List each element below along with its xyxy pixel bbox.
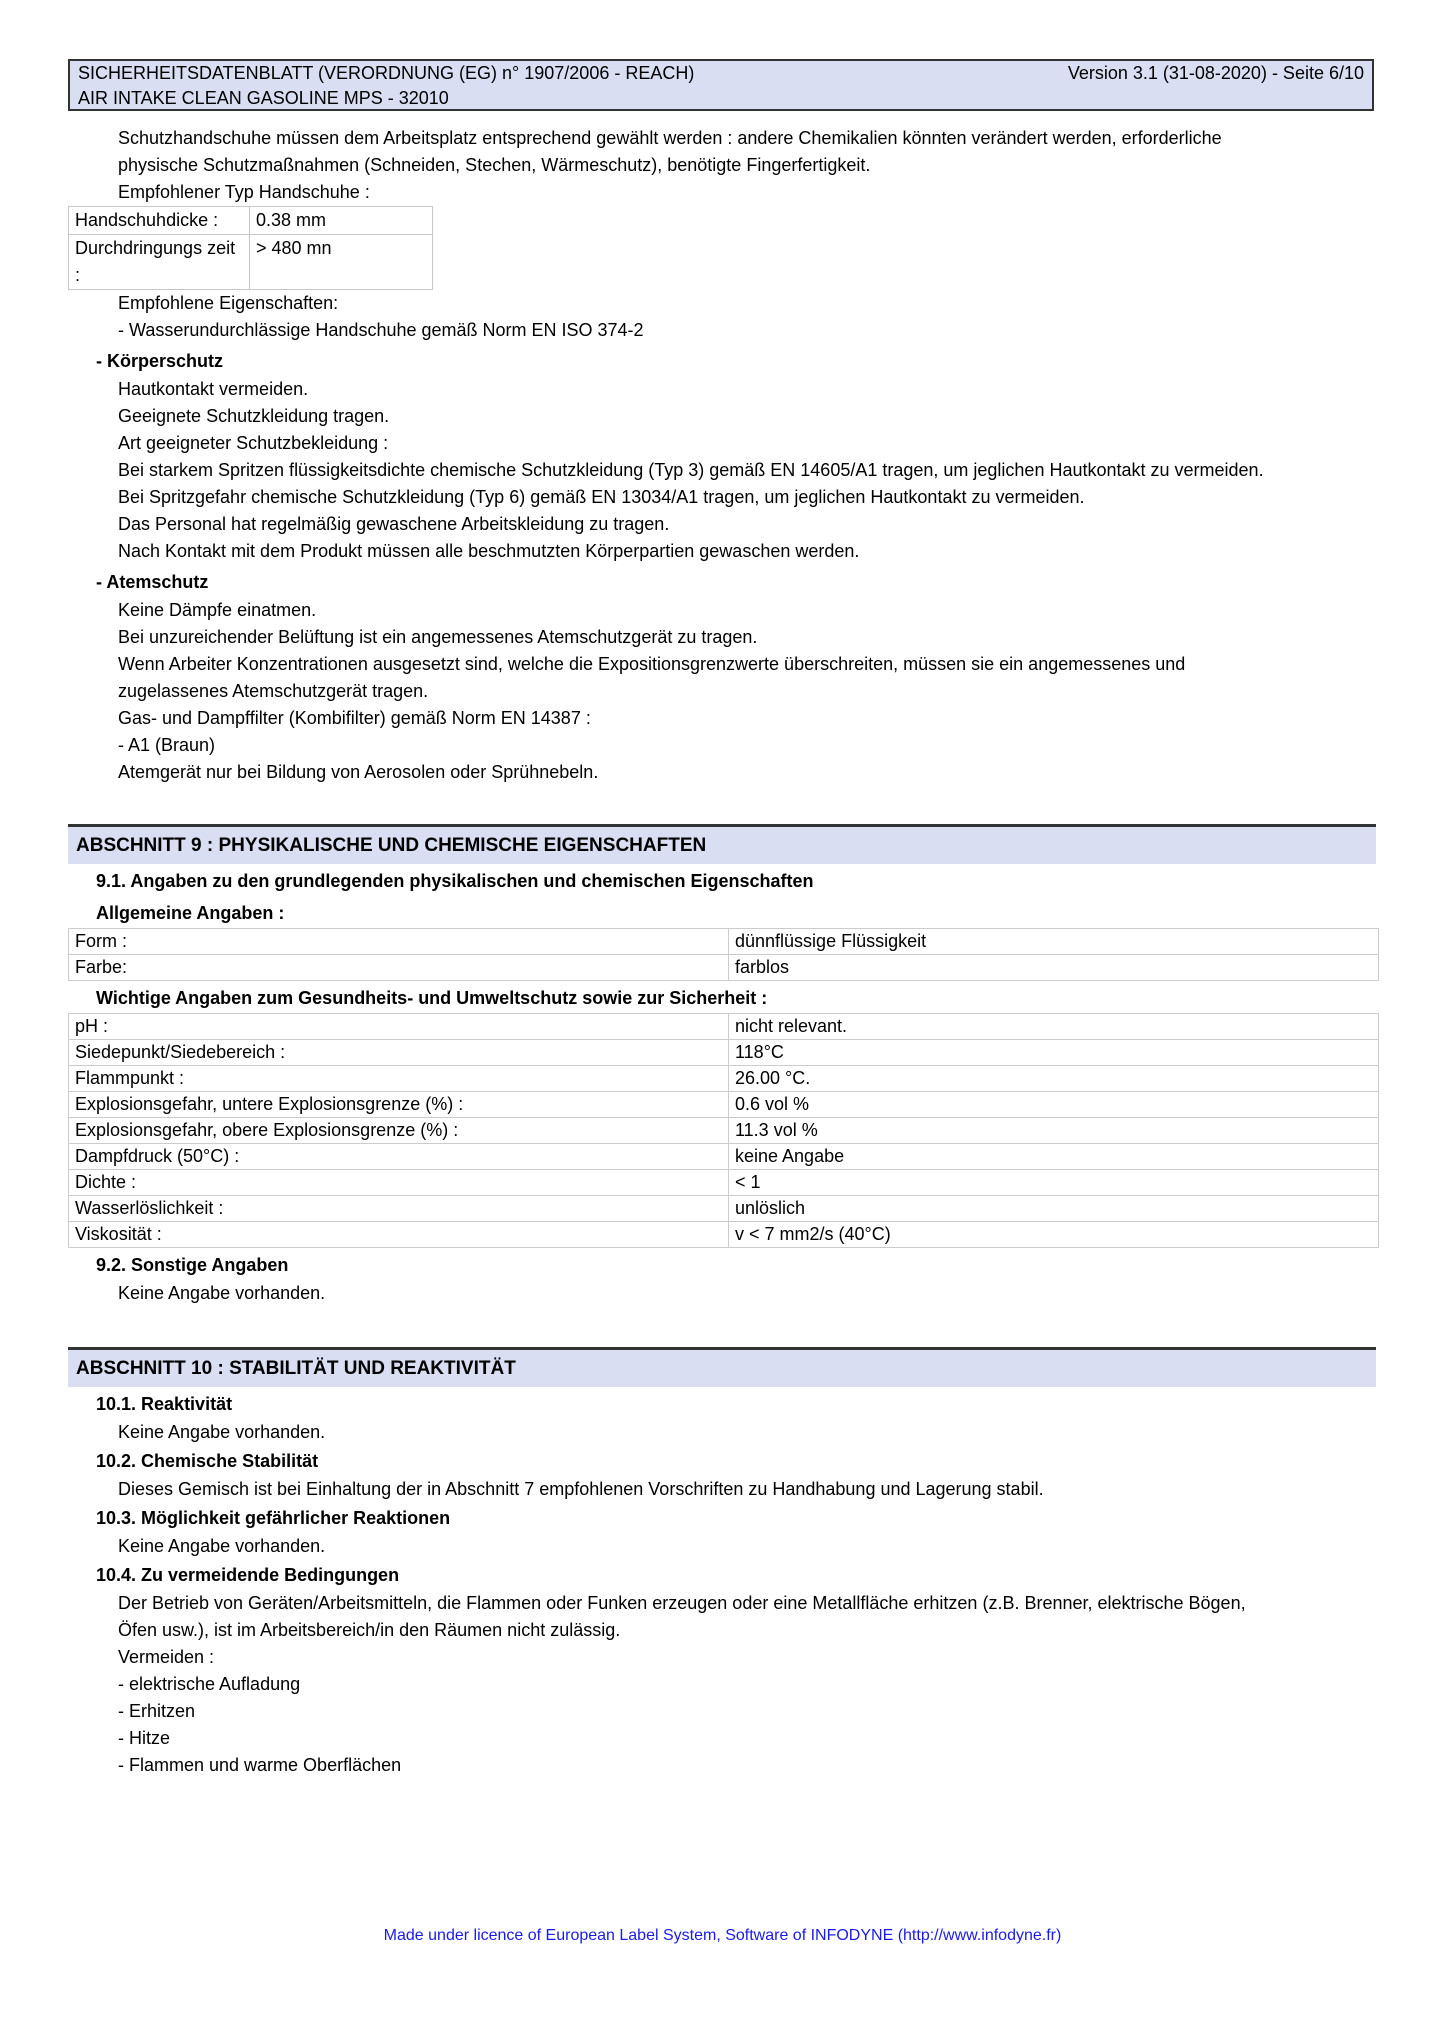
table-row: [69, 1144, 1379, 1170]
glove-after-line: - Wasserundurchlässige Handschuhe gemäß Norm EN ISO 374-2: [118, 320, 644, 340]
table-row: [69, 235, 433, 290]
respiratory-line: Bei unzureichender Belüftung ist ein angemessenes Atemschutzgerät zu tragen.: [118, 627, 758, 647]
property-key: Explosionsgefahr, obere Explosionsgrenze (%) :: [69, 1118, 729, 1144]
table-row: [69, 1196, 1379, 1222]
table-row: [69, 955, 1379, 981]
property-value: 26.00 °C.: [729, 1066, 1379, 1092]
section-9-title: ABSCHNITT 9 : PHYSIKALISCHE UND CHEMISCHE EIGENSCHAFTEN: [68, 824, 1376, 864]
property-key: Viskosität :: [69, 1222, 729, 1248]
document-header: [68, 59, 1374, 111]
property-key: Form :: [69, 929, 729, 955]
document-title: SICHERHEITSDATENBLATT (VERORDNUNG (EG) n° 1907/2006 - REACH): [78, 63, 695, 83]
section-10-title: ABSCHNITT 10 : STABILITÄT UND REAKTIVITÄT: [68, 1347, 1376, 1387]
property-value: dünnflüssige Flüssigkeit: [729, 929, 1379, 955]
section-10-4-line: Vermeiden :: [118, 1647, 215, 1667]
body-protection-heading: - Körperschutz: [96, 351, 224, 371]
table-row: [69, 1222, 1379, 1248]
section-9-1-heading: 9.1. Angaben zu den grundlegenden physikalischen und chemischen Eigenschaften: [96, 871, 814, 891]
respiratory-line: Keine Dämpfe einatmen.: [118, 600, 317, 620]
glove-value: > 480 mn: [250, 235, 433, 290]
important-properties-table: [68, 1013, 1379, 1248]
table-row: [69, 1118, 1379, 1144]
section-10-1-text: Keine Angabe vorhanden.: [118, 1422, 326, 1442]
section-9-2-heading: 9.2. Sonstige Angaben: [96, 1255, 289, 1275]
important-info-label: Wichtige Angaben zum Gesundheits- und Umweltschutz sowie zur Sicherheit :: [96, 988, 768, 1008]
table-row: [69, 1170, 1379, 1196]
table-row: [69, 1092, 1379, 1118]
version-page: Version 3.1 (31-08-2020) - Seite 6/10: [1067, 63, 1364, 83]
respiratory-line: Wenn Arbeiter Konzentrationen ausgesetzt sind, welche die Expositionsgrenzwerte überschreiten, müssen sie ein angemessenes und: [118, 654, 1186, 674]
property-key: Flammpunkt :: [69, 1066, 729, 1092]
property-value: nicht relevant.: [729, 1014, 1379, 1040]
glove-value: 0.38 mm: [250, 207, 433, 235]
section-10-4-line: - elektrische Aufladung: [118, 1674, 301, 1694]
glove-key: Handschuhdicke :: [69, 207, 250, 235]
body-protection-line: Bei starkem Spritzen flüssigkeitsdichte chemische Schutzkleidung (Typ 3) gemäß EN 14605/A1 tragen, um jeglichen Hautkontakt zu vermeiden.: [118, 460, 1264, 480]
section-10-4-heading: 10.4. Zu vermeidende Bedingungen: [96, 1565, 400, 1585]
footer-licence-link[interactable]: Made under licence of European Label System, Software of INFODYNE (http://www.infodyne.fr): [383, 1927, 1062, 1944]
body-protection-line: Hautkontakt vermeiden.: [118, 379, 309, 399]
respiratory-line: Atemgerät nur bei Bildung von Aerosolen oder Sprühnebeln.: [118, 762, 599, 782]
table-row: [69, 1014, 1379, 1040]
body-protection-line: Bei Spritzgefahr chemische Schutzkleidung (Typ 6) gemäß EN 13034/A1 tragen, um jeglichen Hautkontakt zu vermeiden.: [118, 487, 1085, 507]
glove-after-line: Empfohlene Eigenschaften:: [118, 293, 339, 313]
section-10-4-line: Öfen usw.), ist im Arbeitsbereich/in den Räumen nicht zulässig.: [118, 1620, 621, 1640]
section-10-4-line: - Flammen und warme Oberflächen: [118, 1755, 402, 1775]
glove-intro-line: Empfohlener Typ Handschuhe :: [118, 182, 370, 202]
property-value: 0.6 vol %: [729, 1092, 1379, 1118]
body-protection-line: Art geeigneter Schutzbekleidung :: [118, 433, 389, 453]
property-key: Wasserlöslichkeit :: [69, 1196, 729, 1222]
general-info-label: Allgemeine Angaben :: [96, 903, 285, 923]
property-value: unlöslich: [729, 1196, 1379, 1222]
general-properties-table: [68, 928, 1379, 981]
section-10-3-heading: 10.3. Möglichkeit gefährlicher Reaktionen: [96, 1508, 451, 1528]
property-key: Farbe:: [69, 955, 729, 981]
property-key: Explosionsgefahr, untere Explosionsgrenze (%) :: [69, 1092, 729, 1118]
section-10-2-heading: 10.2. Chemische Stabilität: [96, 1451, 319, 1471]
respiratory-heading: - Atemschutz: [96, 572, 209, 592]
property-value: farblos: [729, 955, 1379, 981]
section-10-3-text: Keine Angabe vorhanden.: [118, 1536, 326, 1556]
property-value: < 1: [729, 1170, 1379, 1196]
respiratory-line: - A1 (Braun): [118, 735, 216, 755]
product-name: AIR INTAKE CLEAN GASOLINE MPS - 32010: [78, 88, 449, 108]
section-10-4-line: - Erhitzen: [118, 1701, 196, 1721]
property-value: 118°C: [729, 1040, 1379, 1066]
property-key: Dichte :: [69, 1170, 729, 1196]
section-9-2-text: Keine Angabe vorhanden.: [118, 1283, 326, 1303]
table-row: [69, 207, 433, 235]
respiratory-line: Gas- und Dampffilter (Kombifilter) gemäß Norm EN 14387 :: [118, 708, 591, 728]
glove-intro-line: Schutzhandschuhe müssen dem Arbeitsplatz entsprechend gewählt werden : andere Chemikalien könnten verändert werden, erforderliche: [118, 128, 1222, 148]
table-row: [69, 929, 1379, 955]
body-protection-line: Das Personal hat regelmäßig gewaschene Arbeitskleidung zu tragen.: [118, 514, 670, 534]
section-10-4-line: - Hitze: [118, 1728, 171, 1748]
section-10-1-heading: 10.1. Reaktivität: [96, 1394, 233, 1414]
table-row: [69, 1040, 1379, 1066]
body-protection-line: Nach Kontakt mit dem Produkt müssen alle beschmutzten Körperpartien gewaschen werden.: [118, 541, 860, 561]
respiratory-line: zugelassenes Atemschutzgerät tragen.: [118, 681, 429, 701]
property-key: pH :: [69, 1014, 729, 1040]
property-value: keine Angabe: [729, 1144, 1379, 1170]
document-body: [0, 125, 1445, 1779]
table-row: [69, 1066, 1379, 1092]
section-10-4-line: Der Betrieb von Geräten/Arbeitsmitteln, die Flammen oder Funken erzeugen oder eine Metallfläche erhitzen (z.B. Brenner, elektrische Bögen,: [118, 1593, 1246, 1613]
property-key: Dampfdruck (50°C) :: [69, 1144, 729, 1170]
property-value: 11.3 vol %: [729, 1118, 1379, 1144]
glove-key: Durchdringungs zeit :: [69, 235, 250, 290]
body-protection-line: Geeignete Schutzkleidung tragen.: [118, 406, 390, 426]
property-value: v < 7 mm2/s (40°C): [729, 1222, 1379, 1248]
glove-table: [68, 206, 433, 290]
property-key: Siedepunkt/Siedebereich :: [69, 1040, 729, 1066]
glove-intro-line: physische Schutzmaßnahmen (Schneiden, Stechen, Wärmeschutz), benötigte Fingerfertigkeit.: [118, 155, 871, 175]
section-10-2-text: Dieses Gemisch ist bei Einhaltung der in Abschnitt 7 empfohlenen Vorschriften zu Handhabung und Lagerung stabil.: [118, 1479, 1044, 1499]
